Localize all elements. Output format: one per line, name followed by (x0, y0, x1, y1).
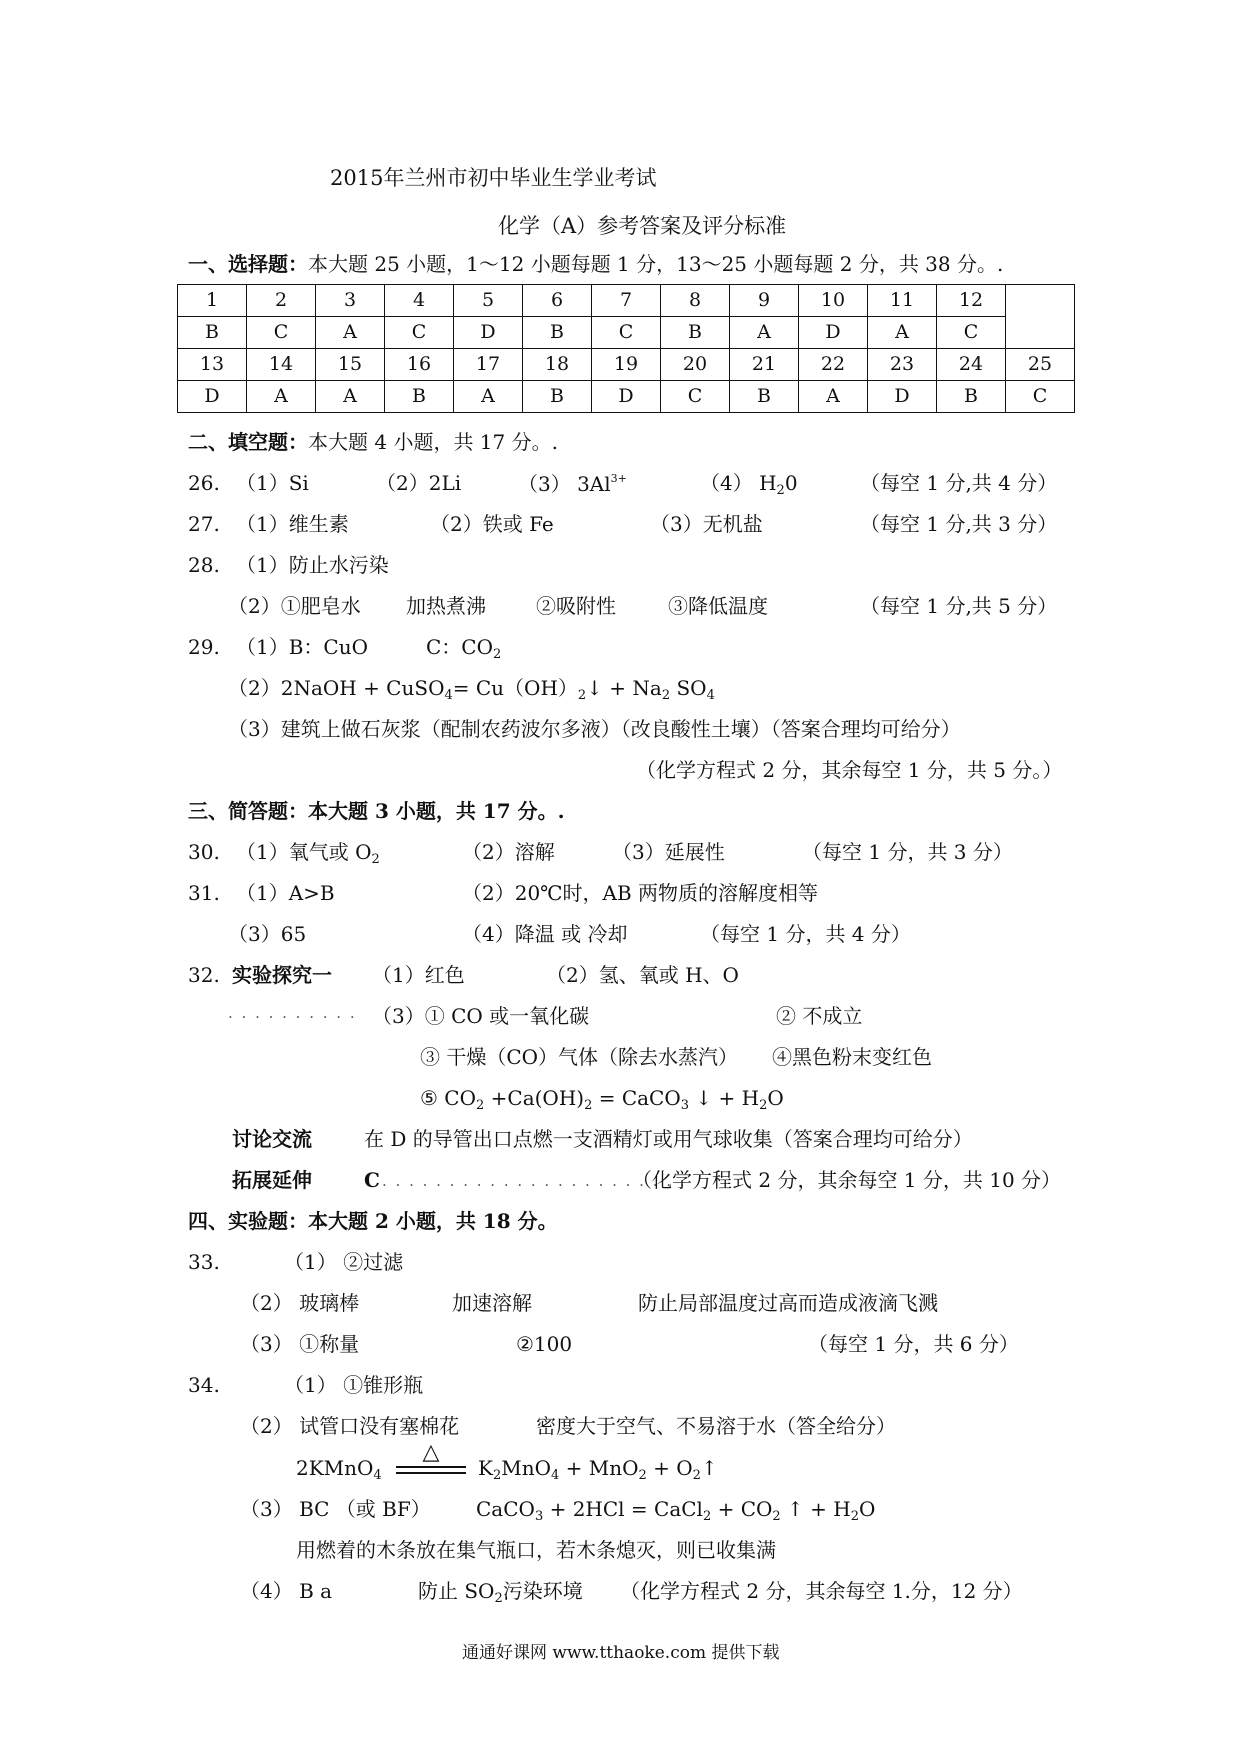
table-cell: C (385, 317, 454, 349)
q27-answer-3: （3）无机盐 (650, 512, 763, 536)
table-row-numbers-1 (178, 285, 1075, 317)
q29-answer-1b-sub: 2 (493, 647, 502, 662)
q33-answer-3b: ②100 (516, 1332, 573, 1356)
q34-eq-part: 2KMnO (296, 1456, 374, 1480)
doc-subtitle: 化学（A）参考答案及评分标准 (498, 214, 787, 238)
table-cell: 2 (247, 285, 316, 317)
table-cell: A (316, 381, 385, 413)
q34-eq-part: CaCO (476, 1497, 535, 1521)
table-cell: 9 (730, 285, 799, 317)
q34-eq-part: O (859, 1497, 876, 1521)
q33-score: （每空 1 分，共 6 分） (808, 1332, 1019, 1356)
q31-answer-2: （2）20℃时，AB 两物质的溶解度相等 (462, 881, 819, 905)
q31-answer-4: （4）降温 或 冷却 (462, 922, 628, 946)
q27-score: （每空 1 分,共 3 分） (860, 512, 1058, 536)
table-cell: 22 (799, 349, 868, 381)
table-cell: 19 (592, 349, 661, 381)
table-cell: C (1006, 381, 1075, 413)
q29-eq-part: （2）2NaOH + CuSO (228, 676, 445, 700)
q34-eq-sub: 2 (638, 1468, 647, 1483)
q34-answer-4b-end: 污染环境 (502, 1579, 583, 1603)
q34-eq-part: K (478, 1456, 493, 1480)
table-cell: 14 (247, 349, 316, 381)
section-2-heading: 二、填空题： (188, 430, 308, 454)
q34-answer-2: （2） 试管口没有塞棉花 (240, 1414, 460, 1438)
q29-eq-sub: 2 (577, 688, 587, 703)
table-cell: 1 (178, 285, 247, 317)
table-cell: 24 (937, 349, 1006, 381)
q26-answer-4-sub: 2 (776, 483, 785, 498)
q31-answer-1: （1）A>B (236, 881, 335, 905)
table-cell: A (868, 317, 937, 349)
q34-answer-3: （3） BC （或 BF） (240, 1497, 431, 1521)
table-cell: D (868, 381, 937, 413)
q34-eq-sub: 4 (551, 1468, 560, 1483)
q26-answer-3-sup: 3+ (610, 472, 627, 485)
q32-eq-part: +Ca(OH) (484, 1086, 585, 1110)
section-1-heading: 一、选择题： (188, 252, 308, 276)
table-cell: 6 (523, 285, 592, 317)
table-cell: B (661, 317, 730, 349)
q31-number: 31. (188, 881, 220, 905)
table-row-answers-1 (178, 317, 1075, 349)
table-cell: A (454, 381, 523, 413)
table-cell: B (385, 381, 454, 413)
q32-label-experiment: 实验探究一 (232, 963, 332, 987)
q34-answer-1: （1） ①锥形瓶 (284, 1373, 424, 1397)
answer-table (177, 284, 1075, 413)
q30-answer-1-sub: 2 (371, 852, 380, 867)
table-cell: A (799, 381, 868, 413)
q34-eq-sub: 2 (702, 1509, 712, 1524)
doc-title: 2015年兰州市初中毕业生学业考试 (330, 166, 657, 190)
q26-answer-4 (700, 473, 798, 497)
table-cell: 20 (661, 349, 730, 381)
q32-label-extension: 拓展延伸 (232, 1168, 312, 1192)
q32-eq-sub: 2 (476, 1098, 485, 1113)
q26-number: 26. (188, 471, 220, 495)
q32-number: 32. (188, 963, 220, 987)
table-row-numbers-2 (178, 349, 1075, 381)
q33-answer-3: （3） ①称量 (240, 1332, 360, 1356)
q27-number: 27. (188, 512, 220, 536)
q34-eq-part: + MnO (559, 1456, 639, 1480)
q32-answer-3: （3）① CO 或一氧化碳 (372, 1004, 590, 1028)
table-cell: 3 (316, 285, 385, 317)
q32-eq-part: = CaCO (592, 1086, 681, 1110)
q34-score: （化学方程式 2 分，其余每空 1.分，12 分） (620, 1579, 1023, 1603)
q34-answer-3-equation (476, 1499, 875, 1523)
q30-answer-2: （2）溶解 (462, 840, 555, 864)
q34-eq-part: + CO (711, 1497, 773, 1521)
q34-eq-sub: 2 (772, 1509, 781, 1524)
table-cell: B (730, 381, 799, 413)
table-cell: 8 (661, 285, 730, 317)
table-cell: 25 (1006, 349, 1075, 381)
q34-answer-4b-sub: 2 (494, 1591, 503, 1606)
table-cell: 13 (178, 349, 247, 381)
q32-eq-sub: 3 (680, 1098, 690, 1113)
q34-number: 34. (188, 1373, 220, 1397)
table-cell: 4 (385, 285, 454, 317)
table-cell: D (592, 381, 661, 413)
page-footer: 通通好课网 www.tthaoke.com 提供下载 (462, 1643, 780, 1663)
table-cell-empty (1006, 317, 1075, 349)
q28-number: 28. (188, 553, 220, 577)
q32-dots-leader: . . . . . . . . . . (228, 1004, 357, 1022)
table-cell-empty (1006, 285, 1075, 317)
q31-score: （每空 1 分，共 4 分） (700, 922, 911, 946)
q30-score: （每空 1 分，共 3 分） (802, 840, 1013, 864)
table-cell: B (523, 317, 592, 349)
q34-eq-part: ↑ + H (780, 1497, 851, 1521)
q28-answer-2c: ②吸附性 (536, 594, 616, 618)
q32-answer-5 (420, 1088, 784, 1112)
q34-answer-3b: 用燃着的木条放在集气瓶口，若木条熄灭，则已收集满 (296, 1538, 776, 1562)
table-cell: A (316, 317, 385, 349)
q34-eq-sub: 2 (492, 1468, 502, 1483)
q33-answer-1: （1） ②过滤 (284, 1250, 404, 1274)
table-cell: 15 (316, 349, 385, 381)
q32-label-discussion: 讨论交流 (232, 1127, 312, 1151)
q33-answer-2: （2） 玻璃棒 (240, 1291, 360, 1315)
q34-equation-right (478, 1458, 718, 1482)
q26-answer-3-text: （3） 3Al (518, 472, 611, 496)
table-cell: C (247, 317, 316, 349)
q30-answer-1-text: （1）氧气或 O (236, 840, 372, 864)
q32-answer-3c: ③ 干燥（CO）气体（除去水蒸汽） (420, 1045, 739, 1069)
table-cell: D (454, 317, 523, 349)
table-cell: B (937, 381, 1006, 413)
q26-score: （每空 1 分,共 4 分） (860, 471, 1058, 495)
q32-answer-3d: ④黑色粉末变红色 (772, 1045, 932, 1069)
q32-eq-part: O (767, 1086, 784, 1110)
q32-extension: C (364, 1168, 380, 1192)
table-row-answers-2 (178, 381, 1075, 413)
table-cell: 10 (799, 285, 868, 317)
table-cell: B (178, 317, 247, 349)
q34-eq-sub: 4 (373, 1468, 382, 1483)
q34-equals-line-bottom (396, 1472, 466, 1474)
q29-eq-part: = Cu（OH） (452, 676, 578, 700)
q33-answer-2c: 防止局部温度过高而造成液滴飞溅 (638, 1291, 938, 1315)
table-cell: C (592, 317, 661, 349)
q31-answer-3: （3）65 (228, 922, 307, 946)
section-2 (188, 432, 558, 452)
q28-score: （每空 1 分,共 5 分） (860, 594, 1058, 618)
q28-answer-2: （2）①肥皂水 (228, 594, 361, 618)
q34-answer-2b: 密度大于空气、不易溶于水（答全给分） (536, 1414, 896, 1438)
q29-answer-3: （3）建筑上做石灰浆（配制农药波尔多液）（改良酸性土壤）（答案合理均可给分） (228, 717, 961, 741)
q29-eq-part: ↓ + Na (586, 676, 662, 700)
table-cell: 23 (868, 349, 937, 381)
q34-answer-4b-text: 防止 SO (418, 1579, 495, 1603)
section-2-desc: 本大题 4 小题，共 17 分。. (308, 430, 558, 454)
table-cell: D (799, 317, 868, 349)
table-cell: A (247, 381, 316, 413)
q34-answer-4b (418, 1581, 583, 1605)
q32-eq-part: ⑤ CO (420, 1086, 476, 1110)
section-1 (188, 254, 1003, 274)
q32-answer-1: （1）红色 (372, 963, 465, 987)
table-cell: D (178, 381, 247, 413)
q26-answer-4-end: 0 (784, 471, 798, 495)
q30-number: 30. (188, 840, 220, 864)
table-cell: 7 (592, 285, 661, 317)
q34-answer-4: （4） B a (240, 1579, 333, 1603)
section-1-desc: 本大题 25 小题，1～12 小题每题 1 分，13～25 小题每题 2 分，共 38 分。. (308, 252, 1004, 276)
q34-eq-part: ↑ (700, 1456, 718, 1480)
q29-answer-2 (228, 678, 715, 702)
q29-number: 29. (188, 635, 220, 659)
q33-answer-2b: 加速溶解 (452, 1291, 532, 1315)
table-cell: A (730, 317, 799, 349)
q34-equation-left (296, 1458, 382, 1482)
q32-dots-leader-2: . . . . . . . . . . . . . . . . . . . . . . . (382, 1172, 687, 1190)
q34-equals-line-top (396, 1466, 466, 1468)
q34-eq-part: + 2HCl = CaCl (543, 1497, 703, 1521)
q32-eq-part: ↓ + H (689, 1086, 760, 1110)
q26-answer-4-text: （4） H (700, 471, 777, 495)
q30-answer-1 (236, 842, 380, 866)
q32-discussion: 在 D 的导管出口点燃一支酒精灯或用气球收集（答案合理均可给分） (364, 1127, 973, 1151)
q33-number: 33. (188, 1250, 220, 1274)
q27-answer-1: （1）维生素 (236, 512, 349, 536)
table-cell: 21 (730, 349, 799, 381)
q26-answer-2: （2）2Li (376, 471, 462, 495)
q29-answer-1: （1）B：CuO (236, 635, 369, 659)
q29-eq-sub: 4 (444, 688, 453, 703)
q32-eq-sub: 2 (759, 1098, 768, 1113)
section-3-heading: 三、简答题：本大题 3 小题，共 17 分。. (188, 799, 565, 823)
q34-heat-symbol: △ (422, 1440, 440, 1465)
q29-score: （化学方程式 2 分，其余每空 1 分，共 5 分。） (636, 758, 1063, 782)
q34-eq-sub: 3 (534, 1509, 544, 1524)
table-cell: 18 (523, 349, 592, 381)
q28-answer-2d: ③降低温度 (668, 594, 768, 618)
q32-answer-2: （2）氢、氧或 H、O (546, 963, 739, 987)
q28-answer-2b: 加热煮沸 (406, 594, 486, 618)
q26-answer-1: （1）Si (236, 471, 309, 495)
q29-answer-1b-text: C：CO (426, 635, 494, 659)
q29-eq-sub: 4 (706, 688, 715, 703)
q30-answer-3: （3）延展性 (612, 840, 725, 864)
q34-eq-sub: 2 (692, 1468, 701, 1483)
q29-eq-part: SO (670, 676, 707, 700)
q26-answer-3 (518, 473, 627, 494)
table-cell: 5 (454, 285, 523, 317)
q34-eq-part: MnO (501, 1456, 551, 1480)
section-4-heading: 四、实验题：本大题 2 小题，共 18 分。 (188, 1209, 558, 1233)
q28-answer-1: （1）防止水污染 (236, 553, 389, 577)
table-cell: C (661, 381, 730, 413)
q27-answer-2: （2）铁或 Fe (430, 512, 554, 536)
table-cell: 11 (868, 285, 937, 317)
q34-eq-sub: 2 (850, 1509, 860, 1524)
q32-score: （化学方程式 2 分，其余每空 1 分，共 10 分） (632, 1168, 1062, 1192)
q34-eq-part: + O (646, 1456, 693, 1480)
table-cell: B (523, 381, 592, 413)
q29-answer-1b (426, 637, 501, 661)
table-cell: C (937, 317, 1006, 349)
q32-answer-3b: ② 不成立 (776, 1004, 863, 1028)
table-cell: 17 (454, 349, 523, 381)
table-cell: 12 (937, 285, 1006, 317)
q29-eq-sub: 2 (661, 688, 671, 703)
q32-eq-sub: 2 (584, 1098, 593, 1113)
table-cell: 16 (385, 349, 454, 381)
